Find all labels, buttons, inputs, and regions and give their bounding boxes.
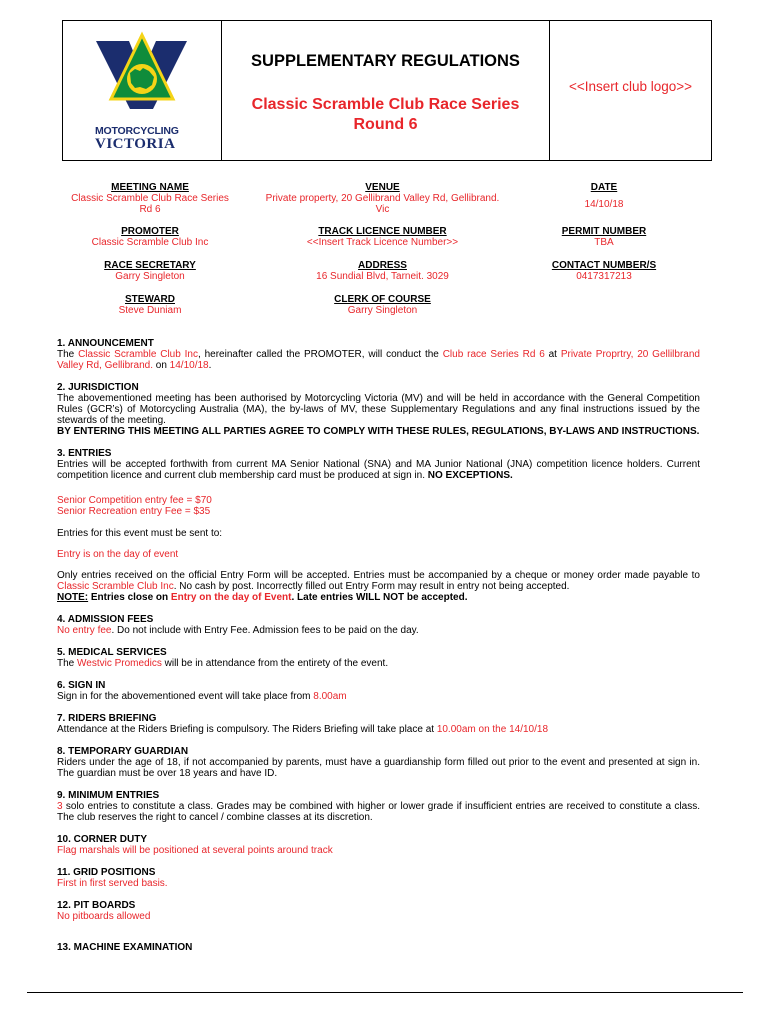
section-9-heading: 9. MINIMUM ENTRIES [57, 790, 160, 801]
s1-series: Club race Series Rd 6 [442, 349, 545, 360]
section-3-heading: 3. ENTRIES [57, 448, 112, 459]
s1-club: Classic Scramble Club Inc [78, 349, 198, 360]
note-close: Entry on the day of Event [170, 592, 292, 603]
section-4-text [57, 625, 700, 636]
s3-bold: NO EXCEPTIONS. [427, 470, 513, 481]
section-5-text [57, 658, 700, 669]
race-secretary-value: Garry Singleton [115, 271, 185, 282]
promoter-block [60, 226, 240, 248]
section-1-text [57, 349, 700, 371]
date-label: DATE [590, 182, 618, 193]
venue-label: VENUE [365, 182, 400, 193]
section-10-heading: 10. CORNER DUTY [57, 834, 148, 845]
section-12-heading: 12. PIT BOARDS [57, 900, 136, 911]
s1-t4: on [152, 360, 170, 371]
venue-block [250, 182, 515, 215]
meeting-name-value: Classic Scramble Club Race Series [71, 193, 229, 204]
date-value: 14/10/18 [584, 199, 624, 210]
section-2-text: The abovementioned meeting has been authorised by Motorcycling Victoria (MV) and will be held in accordance with the General Competition Rules (GCR’s) of Motorcycling Australia (MA), the by-laws of MV, these Supplementary Regulations and any final instructions issued by the stewards of the meeting. [57, 393, 700, 426]
s6-red: 8.00am [313, 691, 347, 702]
event-title-line1: Classic Scramble Club Race Series [251, 96, 520, 113]
section-11-heading: 11. GRID POSITIONS [57, 867, 156, 878]
steward-label: STEWARD [125, 294, 175, 305]
document-title: SUPPLEMENTARY REGULATIONS [251, 52, 520, 70]
meeting-name-block [60, 182, 240, 215]
address-value: 16 Sundial Blvd, Tarneit. 3029 [316, 271, 449, 282]
header-box [62, 20, 712, 161]
race-secretary-label: RACE SECRETARY [104, 260, 196, 271]
s7-red: 10.00am on the 14/10/18 [436, 724, 549, 735]
section-9-text [57, 801, 700, 823]
note-label: NOTE: [57, 592, 89, 603]
contact-block [545, 260, 663, 282]
section-2-heading: 2. JURISDICTION [57, 382, 139, 393]
entry-on-day: Entry is on the day of event [57, 549, 179, 560]
fee-recreation: Senior Recreation entry Fee = $35 [57, 506, 211, 517]
venue-value-2: Vic [375, 204, 390, 215]
section-4-heading: 4. ADMISSION FEES [57, 614, 154, 625]
mv-logo-line2: VICTORIA [95, 136, 176, 152]
section-10-text: Flag marshals will be positioned at several points around track [57, 845, 333, 856]
entries-sent-to: Entries for this event must be sent to: [57, 528, 223, 539]
steward-block [60, 294, 240, 316]
s1-t2: , hereinafter called the PROMOTER, will conduct the [197, 349, 443, 360]
section-6-heading: 6. SIGN IN [57, 680, 106, 691]
title-cell [222, 21, 550, 160]
s5-t2: will be in attendance from the entirety of the event. [161, 658, 389, 669]
section-3-text [57, 459, 700, 481]
s3-official-t2: . No cash by post. Incorrectly filled out Entry Form may result in entry not being accepted. [173, 581, 570, 592]
s9-red: 3 [57, 801, 63, 812]
promoter-label: PROMOTER [121, 226, 179, 237]
s1-t1: The [57, 349, 79, 360]
address-label: ADDRESS [358, 260, 407, 271]
s1-venue: Private Proprtry, 20 Gellilbrand Valley Rd, Gellibrand. [57, 349, 700, 371]
section-1-heading: 1. ANNOUNCEMENT [57, 338, 154, 349]
s6-text: Sign in for the abovementioned event will take place from [57, 691, 314, 702]
s4-text: . Do not include with Entry Fee. Admission fees to be paid on the day. [111, 625, 419, 636]
footer-rule [27, 992, 743, 993]
s3-text: Entries will be accepted forthwith from current MA Senior National (SNA) and MA Junior National (JNA) competition licence holders. Current competition licence and current club membership card must be produced at sign in. [57, 459, 700, 481]
s5-t1: The [57, 658, 78, 669]
date-block [545, 182, 663, 210]
permit-label: PERMIT NUMBER [561, 226, 647, 237]
note-t1: Entries close on [88, 592, 171, 603]
mv-logo-cell [63, 21, 222, 160]
section-2-bold: BY ENTERING THIS MEETING ALL PARTIES AGREE TO COMPLY WITH THESE RULES, REGULATIONS, BY-LAWS AND INSTRUCTIONS. [57, 426, 700, 437]
event-title-line2: Round 6 [353, 116, 418, 133]
s1-date: 14/10/18 [169, 360, 209, 371]
permit-block [545, 226, 663, 248]
clerk-block [250, 294, 515, 316]
steward-value: Steve Duniam [118, 305, 182, 316]
note-t2: . Late entries WILL NOT be accepted. [291, 592, 468, 603]
section-6-text [57, 691, 700, 702]
section-7-heading: 7. RIDERS BRIEFING [57, 713, 157, 724]
contact-value: 0417317213 [576, 271, 632, 282]
race-secretary-block [60, 260, 240, 282]
regulations-body [57, 338, 700, 953]
fee-competition: Senior Competition entry fee = $70 [57, 495, 212, 506]
promoter-value: Classic Scramble Club Inc [91, 237, 209, 248]
section-13-heading: 13. MACHINE EXAMINATION [57, 942, 193, 953]
motorcycling-victoria-logo [63, 21, 221, 121]
s5-red: Westvic Promedics [77, 658, 162, 669]
meeting-name-value-2: Rd 6 [139, 204, 161, 215]
track-licence-value: <<Insert Track Licence Number>> [306, 237, 459, 248]
contact-label: CONTACT NUMBER/S [551, 260, 657, 271]
s7-text: Attendance at the Riders Briefing is compulsory. The Riders Briefing will take place at [57, 724, 437, 735]
clerk-value: Garry Singleton [347, 305, 418, 316]
s1-t5: . [208, 360, 212, 371]
club-logo-placeholder: <<Insert club logo>> [568, 79, 693, 94]
track-licence-label: TRACK LICENCE NUMBER [318, 226, 447, 237]
entries-note [57, 592, 700, 603]
section-7-text [57, 724, 700, 735]
entries-official [57, 570, 700, 592]
permit-value: TBA [594, 237, 614, 248]
section-8-heading: 8. TEMPORARY GUARDIAN [57, 746, 189, 757]
mv-logo-line1: MOTORCYCLING [95, 125, 179, 137]
section-5-heading: 5. MEDICAL SERVICES [57, 647, 167, 658]
clerk-label: CLERK OF COURSE [334, 294, 431, 305]
mv-logo-text [95, 125, 179, 151]
s3-official-t1: Only entries received on the official Entry Form will be accepted. Entries must be accompanied by a cheque or money order made payable to [57, 570, 700, 581]
meeting-name-label: MEETING NAME [111, 182, 189, 193]
s4-red: No entry fee [57, 625, 112, 636]
s3-official-club: Classic Scramble Club Inc [57, 581, 174, 592]
s1-t3: at [544, 349, 561, 360]
address-block [250, 260, 515, 282]
s9-text: solo entries to constitute a class. Grades may be combined with higher or lower grade if insufficient entries are received to constitute a class. The club reserves the right to cancel / combine classes at its discretion. [57, 801, 700, 823]
club-logo-cell [550, 21, 711, 160]
track-licence-block [250, 226, 515, 248]
section-12-text: No pitboards allowed [57, 911, 151, 922]
section-11-text: First in first served basis. [57, 878, 168, 889]
section-8-text: Riders under the age of 18, if not accompanied by parents, must have a guardianship form filled out prior to the event and presented at sign in. The guardian must be over 18 years and have ID. [57, 757, 700, 779]
venue-value: Private property, 20 Gellibrand Valley Rd, Gellibrand. [265, 193, 500, 204]
event-title [222, 95, 549, 135]
